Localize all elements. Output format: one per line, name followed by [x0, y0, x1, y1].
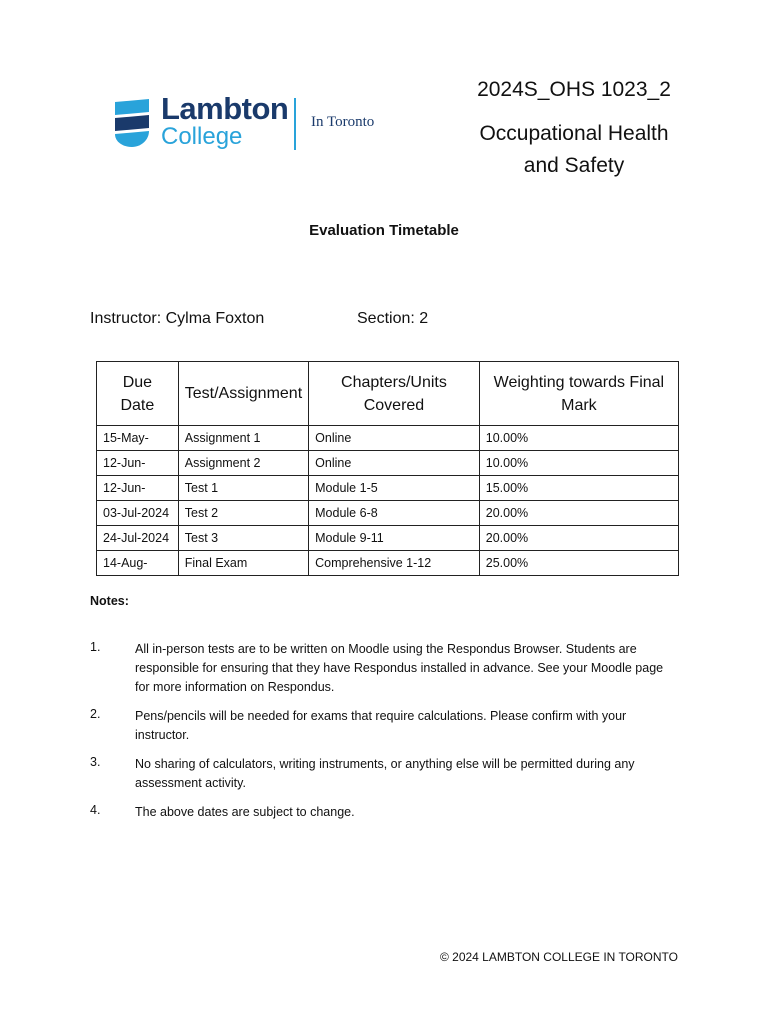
course-title-line1: Occupational Health — [479, 122, 669, 145]
cell-test: Assignment 2 — [178, 451, 308, 476]
logo-location-text: In Toronto — [311, 114, 375, 130]
table-row — [97, 551, 679, 576]
table-row — [97, 476, 679, 501]
note-text: Pens/pencils will be needed for exams that require calculations. Please confirm with your instructor. — [135, 709, 627, 742]
logo-brand-text: Lambton — [161, 91, 289, 126]
table-row — [97, 526, 679, 551]
cell-weight: 20.00% — [479, 501, 678, 526]
table-header-row — [97, 362, 679, 426]
table-row — [97, 451, 679, 476]
cell-chapters: Module 6-8 — [309, 501, 480, 526]
header-chapters: Chapters/Units Covered — [309, 362, 480, 426]
cell-test: Test 2 — [178, 501, 308, 526]
cell-chapters: Module 9-11 — [309, 526, 480, 551]
note-text: No sharing of calculators, writing instruments, or anything else will be permitted during any assessment activity. — [135, 757, 635, 790]
header-weighting: Weighting towards Final Mark — [479, 362, 678, 426]
notes-heading: Notes: — [90, 594, 129, 608]
cell-weight: 15.00% — [479, 476, 678, 501]
footer-copyright: © 2024 LAMBTON COLLEGE IN TORONTO — [439, 950, 678, 964]
table-row — [97, 501, 679, 526]
course-code: 2024S_OHS 1023_2 — [477, 78, 671, 101]
instructor-label: Instructor: Cylma Foxton — [90, 310, 265, 327]
cell-test: Final Exam — [178, 551, 308, 576]
note-text: All in-person tests are to be written on Moodle using the Respondus Browser. Students are responsible for ensuring that they have Respondus installed in advance. See your Moodle page for more information on Respondus. — [135, 642, 664, 694]
logo-college-text: College — [161, 123, 243, 150]
cell-chapters: Online — [309, 451, 480, 476]
cell-test: Assignment 1 — [178, 426, 308, 451]
shield-emblem-icon — [113, 98, 151, 148]
cell-date: 12-Jun- — [97, 476, 179, 501]
note-text: The above dates are subject to change. — [135, 805, 355, 819]
cell-test: Test 1 — [178, 476, 308, 501]
cell-chapters: Online — [309, 426, 480, 451]
cell-weight: 10.00% — [479, 426, 678, 451]
cell-weight: 20.00% — [479, 526, 678, 551]
header-due-date: Due Date — [97, 362, 179, 426]
cell-date: 24-Jul-2024 — [97, 526, 179, 551]
cell-chapters: Module 1-5 — [309, 476, 480, 501]
cell-test: Test 3 — [178, 526, 308, 551]
note-number: 4. — [90, 803, 101, 817]
note-number: 2. — [90, 707, 101, 721]
cell-date: 03-Jul-2024 — [97, 501, 179, 526]
section-label: Section: 2 — [357, 310, 429, 327]
cell-date: 15-May- — [97, 426, 179, 451]
note-number: 1. — [90, 640, 101, 654]
table-row — [97, 426, 679, 451]
page-title: Evaluation Timetable — [309, 222, 459, 239]
evaluation-table — [96, 361, 679, 576]
cell-date: 14-Aug- — [97, 551, 179, 576]
lambton-college-logo — [95, 78, 395, 158]
cell-chapters: Comprehensive 1-12 — [309, 551, 480, 576]
course-title-line2: and Safety — [523, 154, 625, 177]
course-title — [460, 118, 688, 182]
cell-date: 12-Jun- — [97, 451, 179, 476]
cell-weight: 25.00% — [479, 551, 678, 576]
note-number: 3. — [90, 755, 101, 769]
logo-divider — [294, 98, 296, 150]
cell-weight: 10.00% — [479, 451, 678, 476]
header-test-assignment: Test/Assignment — [178, 362, 308, 426]
